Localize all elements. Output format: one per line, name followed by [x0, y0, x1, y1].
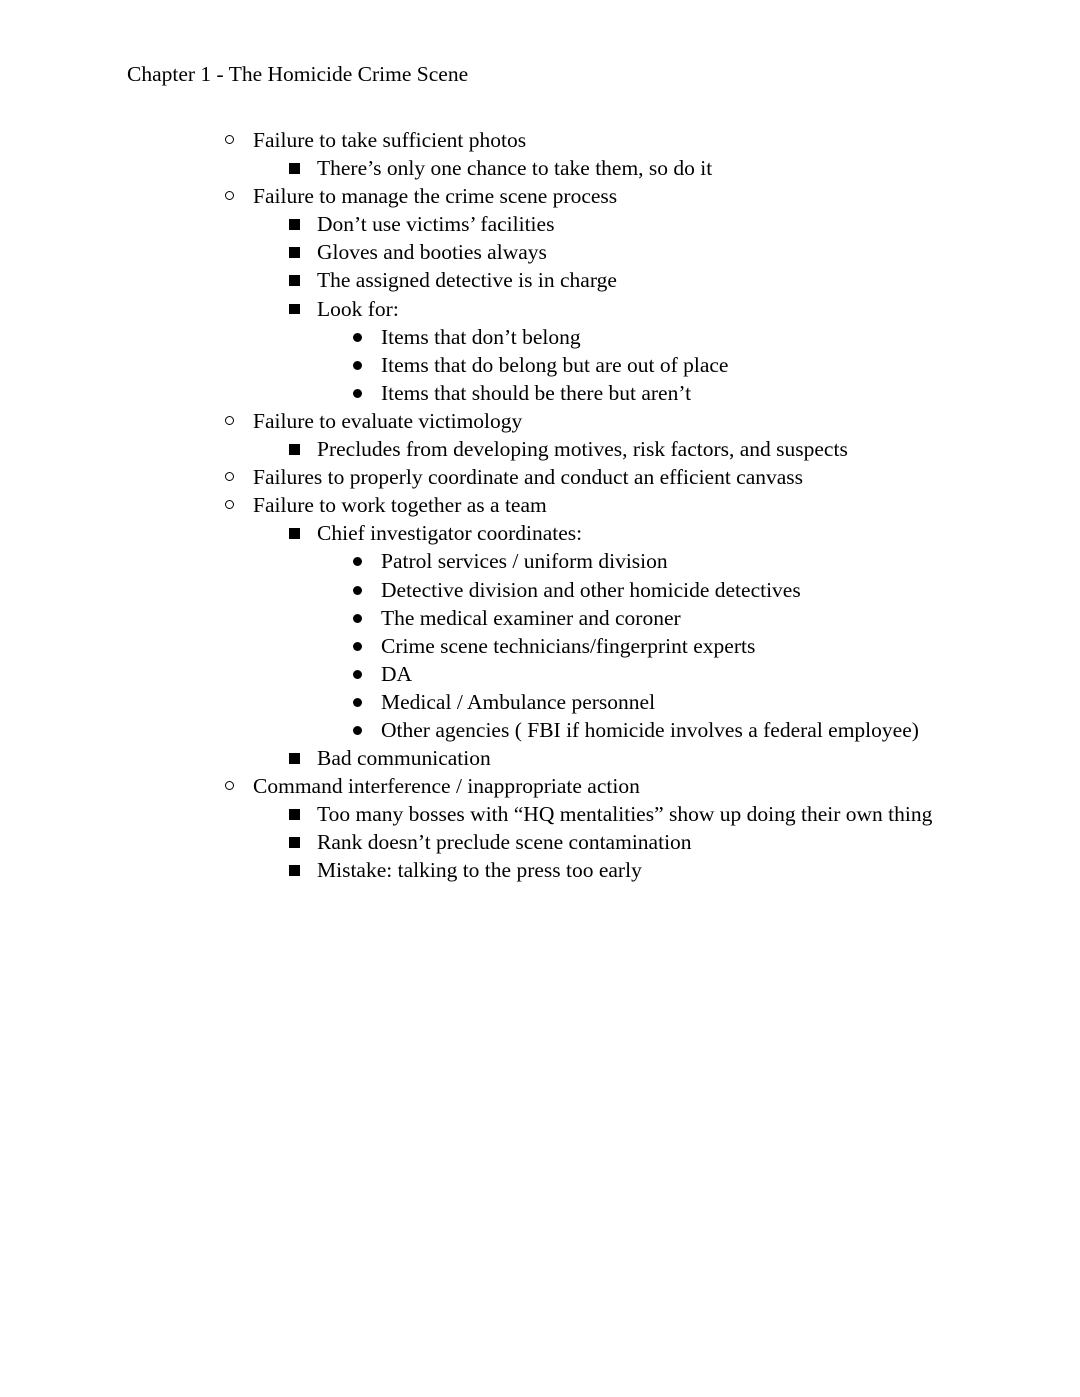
list-item	[0, 379, 1080, 407]
list-item-text: Mistake: talking to the press too early	[317, 858, 642, 883]
disc-bullet-icon	[353, 670, 362, 679]
page-title: Chapter 1 - The Homicide Crime Scene	[127, 62, 469, 86]
square-bullet-icon	[289, 753, 300, 764]
list-item	[0, 323, 1080, 351]
disc-bullet-icon	[353, 726, 362, 735]
list-item	[0, 576, 1080, 604]
square-bullet-icon	[289, 163, 300, 174]
outline-list	[0, 126, 1080, 885]
list-item	[0, 744, 1080, 772]
square-bullet-icon	[289, 528, 300, 539]
list-item-text: Items that don’t belong	[381, 324, 581, 349]
square-bullet-icon	[289, 304, 300, 315]
list-item	[0, 266, 1080, 294]
list-item-text: Failures to properly coordinate and conduct an efficient canvass	[253, 465, 804, 490]
list-item-text: Medical / Ambulance personnel	[381, 689, 656, 714]
list-item	[0, 660, 1080, 688]
disc-bullet-icon	[353, 557, 362, 566]
list-item	[0, 828, 1080, 856]
list-item	[0, 519, 1080, 547]
list-item-text: Precludes from developing motives, risk factors, and suspects	[317, 437, 848, 462]
disc-bullet-icon	[353, 614, 362, 623]
disc-bullet-icon	[353, 389, 362, 398]
square-bullet-icon	[289, 219, 300, 230]
list-item-text: Other agencies ( FBI if homicide involves a federal employee)	[381, 717, 919, 742]
circle-bullet-icon	[225, 416, 234, 425]
list-item	[0, 800, 1080, 828]
list-item-text: The assigned detective is in charge	[317, 268, 617, 293]
square-bullet-icon	[289, 444, 300, 455]
list-item-text: DA	[381, 661, 413, 686]
list-item-text: Failure to work together as a team	[253, 493, 547, 518]
circle-bullet-icon	[225, 135, 234, 144]
list-item	[0, 604, 1080, 632]
list-item	[0, 295, 1080, 323]
list-item	[0, 351, 1080, 379]
list-item	[0, 126, 1080, 154]
list-item-text: Too many bosses with “HQ mentalities” show up doing their own thing	[317, 802, 933, 827]
list-item-text: Gloves and booties always	[317, 240, 547, 265]
square-bullet-icon	[289, 809, 300, 820]
list-item-text: Items that should be there but aren’t	[381, 380, 692, 405]
circle-bullet-icon	[225, 500, 234, 509]
list-item	[0, 154, 1080, 182]
list-item-text: Items that do belong but are out of place	[381, 352, 729, 377]
list-item-text: The medical examiner and coroner	[381, 605, 681, 630]
disc-bullet-icon	[353, 333, 362, 342]
list-item-text: Failure to evaluate victimology	[253, 408, 523, 433]
list-item-text: There’s only one chance to take them, so do it	[317, 156, 713, 181]
list-item-text: Look for:	[317, 296, 399, 321]
list-item	[0, 688, 1080, 716]
list-item	[0, 547, 1080, 575]
list-item	[0, 435, 1080, 463]
list-item-text: Detective division and other homicide detectives	[381, 577, 801, 602]
disc-bullet-icon	[353, 698, 362, 707]
list-item	[0, 463, 1080, 491]
list-item	[0, 182, 1080, 210]
list-item-text: Failure to take sufficient photos	[253, 128, 527, 152]
list-item	[0, 210, 1080, 238]
list-item	[0, 238, 1080, 266]
list-item	[0, 407, 1080, 435]
list-item	[0, 632, 1080, 660]
square-bullet-icon	[289, 247, 300, 258]
list-item	[0, 856, 1080, 884]
list-item-text: Don’t use victims’ facilities	[317, 212, 555, 237]
circle-bullet-icon	[225, 781, 234, 790]
list-item-text: Patrol services / uniform division	[381, 549, 668, 574]
list-item	[0, 716, 1080, 744]
circle-bullet-icon	[225, 191, 234, 200]
disc-bullet-icon	[353, 361, 362, 370]
list-item-text: Failure to manage the crime scene process	[253, 184, 618, 209]
disc-bullet-icon	[353, 586, 362, 595]
square-bullet-icon	[289, 275, 300, 286]
list-item-text: Crime scene technicians/fingerprint experts	[381, 633, 756, 658]
square-bullet-icon	[289, 837, 300, 848]
square-bullet-icon	[289, 865, 300, 876]
list-item	[0, 491, 1080, 519]
list-item-text: Command interference / inappropriate action	[253, 774, 640, 799]
list-item	[0, 772, 1080, 800]
disc-bullet-icon	[353, 642, 362, 651]
circle-bullet-icon	[225, 472, 234, 481]
list-item-text: Chief investigator coordinates:	[317, 521, 583, 546]
list-item-text: Bad communication	[317, 746, 491, 771]
list-item-text: Rank doesn’t preclude scene contamination	[317, 830, 692, 855]
